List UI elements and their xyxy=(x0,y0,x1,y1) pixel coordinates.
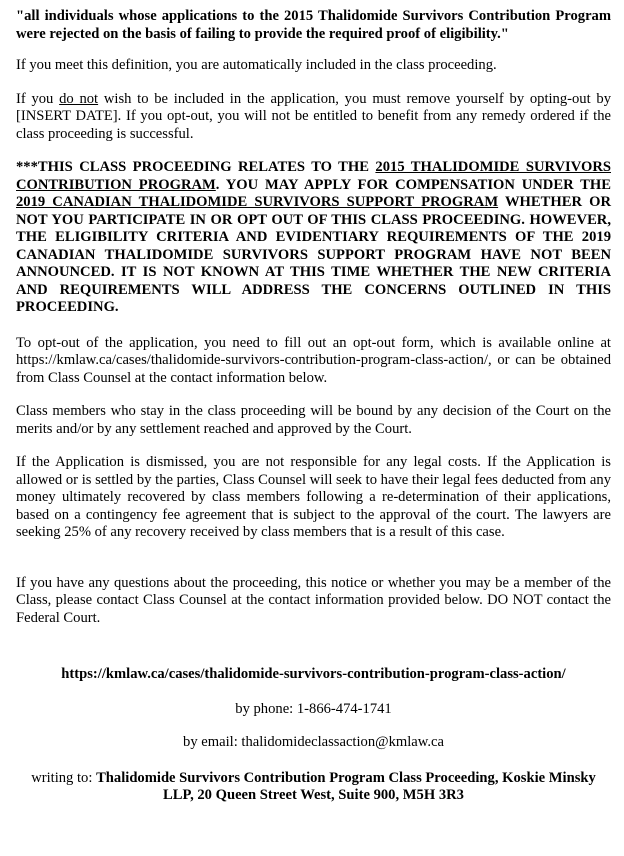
opt-out-text-post: wish to be included in the application, you must remove yourself by opting-out by [INSERT DATE]. If you opt-out, you will not be entitled to benefit from any remedy ordered if the class proceeding is successful. xyxy=(16,90,611,142)
mailing-address: Thalidomide Survivors Contribution Program Class Proceeding, Koskie Minsky LLP, 20 Queen Street West, Suite 900, M5H 3R3 xyxy=(96,769,596,803)
important-notice-paragraph xyxy=(16,159,611,317)
contact-email: by email: thalidomideclassaction@kmlaw.ca xyxy=(183,734,444,750)
legal-costs-paragraph: If the Application is dismissed, you are not responsible for any legal costs. If the Application is allowed or is settled by the parties, Class Counsel will seek to have their legal fees deducted from any money ultimately recovered by class members following a re-determination of their applications, based on a contingency fee agreement that is subject to the approval of the court. The lawyers are seeking 25% of any recovery received by class members that is a result of this case. xyxy=(16,454,611,540)
program-2015-name: 2015 THALIDOMIDE SURVIVORS CONTRIBUTION PROGRAM xyxy=(16,159,611,193)
notice-part-2: . YOU MAY APPLY FOR COMPENSATION UNDER THE xyxy=(215,176,611,193)
opt-out-paragraph xyxy=(16,91,611,144)
contact-mailing-address xyxy=(16,770,611,805)
do-not-emphasis: do not xyxy=(59,90,99,107)
notice-part-3: WHETHER OR NOT YOU PARTICIPATE IN OR OPT OUT OF THIS CLASS PROCEEDING. HOWEVER, THE ELIGIBILITY CRITERIA AND EVIDENTIARY REQUIREMENTS OF THE 2019 CANADIAN THALIDOMIDE SURVIVORS SUPPORT PROGRAM HAVE NOT BEEN ANNOUNCED. IT IS NOT KNOWN AT THIS TIME WHETHER THE NEW CRITERIA AND REQUIREMENTS WILL ADDRESS THE CONCERNS OUTLINED IN THIS PROCEEDING. xyxy=(16,194,611,315)
program-2019-name: 2019 CANADIAN THALIDOMIDE SURVIVORS SUPPORT PROGRAM xyxy=(16,194,499,210)
questions-paragraph: If you have any questions about the proceeding, this notice or whether you may be a member of the Class, please contact Class Counsel at the contact information provided below. DO NOT contact the Federal Court. xyxy=(16,574,611,626)
automatic-inclusion-paragraph: If you meet this definition, you are automatically included in the class proceeding. xyxy=(16,57,497,73)
case-url-link[interactable]: https://kmlaw.ca/cases/thalidomide-survivors-contribution-program-class-action/ xyxy=(61,666,566,682)
opt-out-text-pre: If you xyxy=(16,90,60,107)
contact-phone: by phone: 1-866-474-1741 xyxy=(235,700,392,717)
notice-part-1: ***THIS CLASS PROCEEDING RELATES TO THE xyxy=(16,159,376,175)
class-definition-quote: "all individuals whose applications to the 2015 Thalidomide Survivors Contribution Program were rejected on the basis of failing to provide the required proof of eligibility." xyxy=(16,8,611,42)
writing-label: writing to: xyxy=(31,769,97,786)
opt-out-form-paragraph: To opt-out of the application, you need to fill out an opt-out form, which is available online at https://kmlaw.ca/cases/thalidomide-survivors-contribution-program-class-action/, or can be obtained from Class Counsel at the contact information below. xyxy=(16,334,611,386)
class-bound-paragraph: Class members who stay in the class proceeding will be bound by any decision of the Court on the merits and/or by any settlement reached and approved by the Court. xyxy=(16,403,611,437)
